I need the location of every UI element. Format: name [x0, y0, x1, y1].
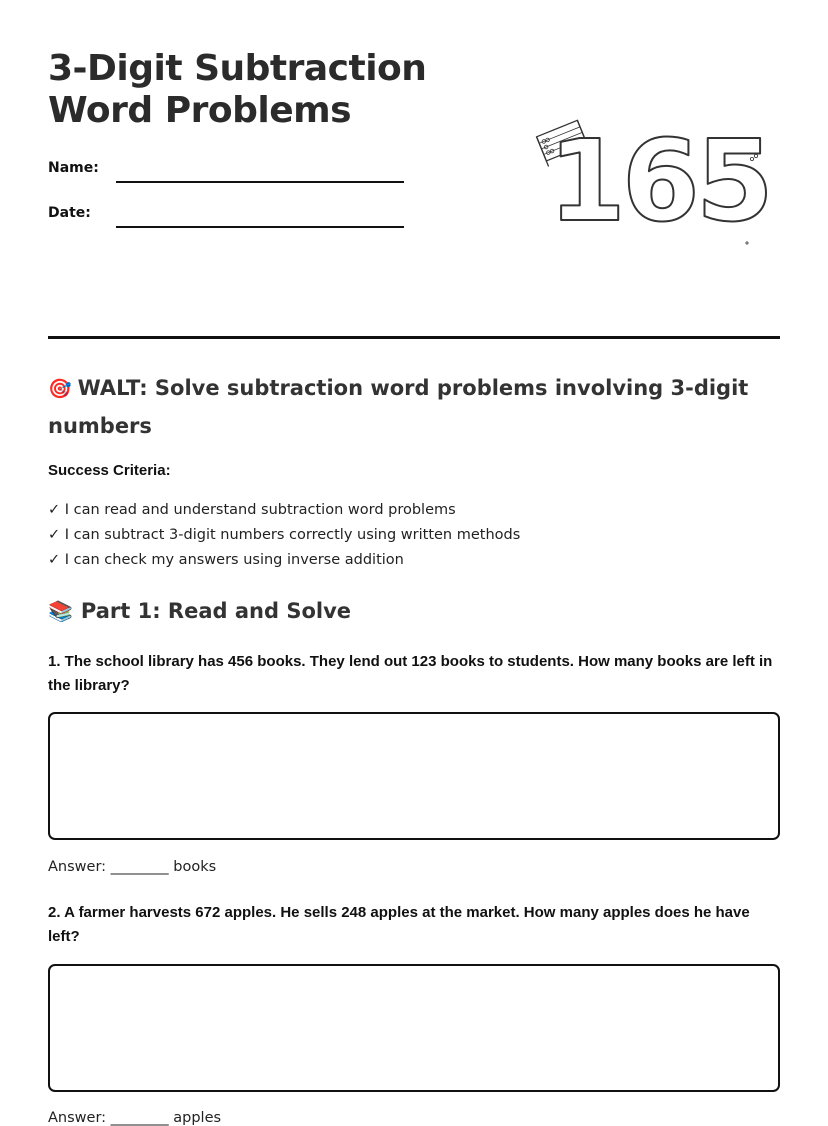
walt-text: WALT: Solve subtraction word problems involving 3-digit numbers	[48, 376, 749, 438]
question-1: 1. The school library has 456 books. They lend out 123 books to students. How many books are left in the library?	[48, 653, 773, 694]
walt-heading	[48, 370, 780, 445]
title-line-2: Word Problems	[48, 90, 352, 131]
date-label: Date:	[48, 205, 91, 221]
criteria-item: ✓ I can check my answers using inverse addition	[48, 552, 404, 568]
success-criteria-list	[48, 498, 520, 573]
answer-line-2[interactable]: Answer: ________ apples	[48, 1110, 222, 1126]
criteria-item: ✓ I can read and understand subtraction word problems	[48, 502, 456, 518]
name-label: Name:	[48, 160, 99, 176]
working-box-2[interactable]	[48, 964, 780, 1092]
date-field[interactable]	[116, 226, 404, 228]
working-box-1[interactable]	[48, 712, 780, 840]
hero-number: 165	[548, 117, 770, 247]
books-icon: 📚	[48, 599, 73, 623]
part-1-heading	[48, 596, 351, 626]
criteria-item: ✓ I can subtract 3-digit numbers correctly using written methods	[48, 527, 521, 543]
success-criteria-heading: Success Criteria:	[48, 462, 171, 479]
question-2: 2. A farmer harvests 672 apples. He sells 248 apples at the market. How many apples does he have left?	[48, 904, 750, 945]
target-icon: 🎯	[48, 378, 72, 400]
name-field[interactable]	[116, 181, 404, 183]
answer-line-1[interactable]: Answer: ________ books	[48, 859, 217, 875]
page-title	[48, 48, 426, 132]
title-line-1: 3-Digit Subtraction	[48, 48, 427, 89]
section-divider	[48, 336, 780, 339]
part-1-title: Part 1: Read and Solve	[80, 599, 352, 623]
number-165-illustration	[530, 108, 770, 253]
